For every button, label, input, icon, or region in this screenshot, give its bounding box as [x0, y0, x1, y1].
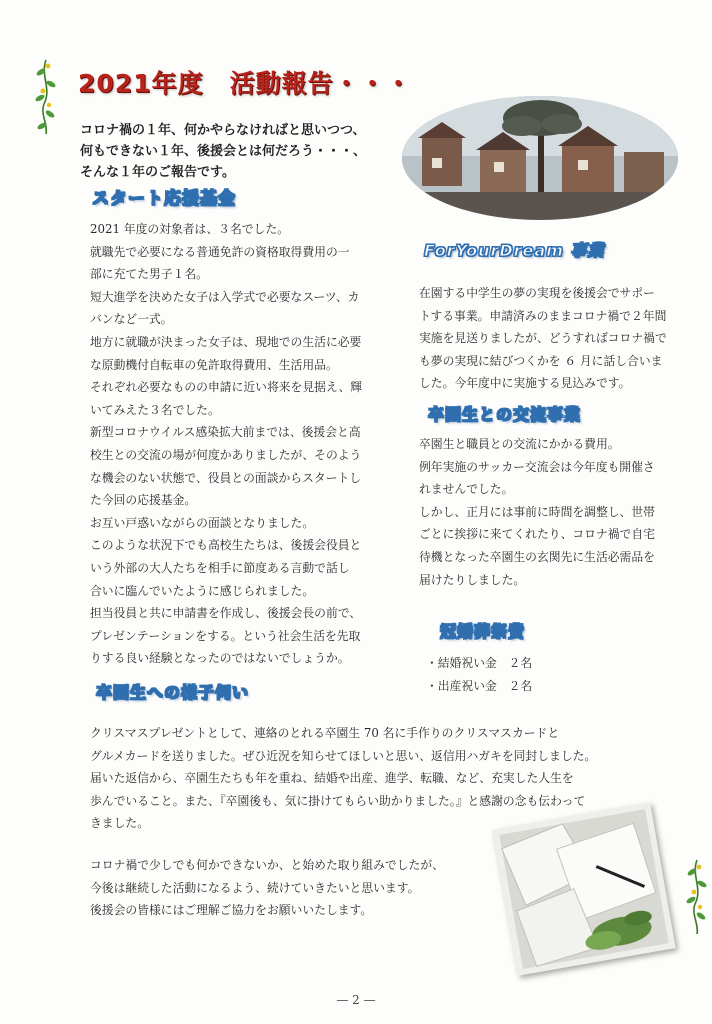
text-line: このような状況下でも高校生たちは、後援会役員と: [90, 538, 362, 553]
text-line: グルメカードを送りました。ぜひ近況を知らせてほしいと思い、返信用ハガキを同封しました。: [90, 748, 597, 763]
vine-decoration-icon: [686, 858, 708, 936]
intro-line: 何もできない１年、後援会とは何だろう・・・、: [80, 144, 367, 159]
text-line: トする事業。申請済みのままコロナ禍で２年間: [419, 308, 667, 323]
text-line: 卒園生と職員との交流にかかる費用。: [419, 437, 620, 451]
text-line: も夢の実現に結びつくかを ６ 月に話し合いま: [419, 353, 663, 368]
text-line: 例年実施のサッカー交流会は今年度も開催さ: [419, 459, 655, 474]
for-your-dream-body: [419, 282, 667, 395]
text-line: お互い戸惑いながらの面談となりました。: [90, 515, 315, 530]
text-line: いう外部の大人たちを相手に節度ある言動で話し: [90, 560, 350, 575]
text-line: 実施を見送りましたが、どうすればコロナ禍で: [419, 331, 667, 346]
page-number: — 2 —: [336, 993, 376, 1007]
text-line: 新型コロナウイルス感染拡大前までは、後援会と高: [90, 425, 361, 440]
start-fund-body: [90, 218, 362, 670]
alumni-exchange-body: [419, 433, 655, 591]
page-title: 2021年度 活動報告・・・: [78, 69, 412, 98]
text-line: 校生との交流の場が何度かありましたが、そのよう: [90, 447, 362, 462]
text-line: な原動機付自転車の免許取得費用、生活用品。: [90, 357, 338, 372]
text-line: 在園する中学生の夢の実現を後援会でサポー: [419, 286, 655, 300]
text-line: クリスマスプレゼントとして、連絡のとれる卒園生 70 名に手作りのクリスマスカードと: [90, 726, 560, 740]
text-line: れませんでした。: [419, 482, 514, 497]
intro-text: [80, 120, 410, 183]
text-line: しかし、正月には事前に時間を調整し、世帯: [419, 504, 655, 519]
closing-message: [90, 854, 444, 922]
text-line: 後援会の皆様にはご理解ご協力をお願いいたします。: [90, 903, 373, 918]
christmas-cards-photo: [492, 802, 675, 976]
text-line: いてみえた３名でした。: [90, 402, 220, 417]
section-heading-alumni-exchange: 卒園生との交流事業: [428, 405, 582, 424]
text-line: 短大進学を決めた女子は入学式で必要なスーツ、カ: [90, 289, 360, 304]
text-line: コロナ禍で少しでも何かできないか、と始めた取り組みでしたが、: [90, 858, 444, 872]
list-item: ・出産祝い金 ２名: [426, 678, 533, 693]
section-heading-alumni-check-in: 卒園生への様子伺い: [96, 683, 250, 702]
text-line: 就職先で必要になる普通免許の資格取得費用の一: [90, 244, 350, 259]
text-line: 届けたりしました。: [419, 572, 526, 587]
intro-line: コロナ禍の１年、何かやらなければと思いつつ、: [80, 123, 366, 138]
vine-decoration-icon: [34, 58, 58, 136]
text-line: 合いに臨んでいたように感じられました。: [90, 583, 315, 598]
text-line: バンなど一式。: [90, 312, 173, 327]
text-line: 歩んでいること。また、『卒園後も、気に掛けてもらい助かりました。』と感謝の念も伝わって: [90, 793, 586, 808]
intro-line: そんな１年のご報告です。: [80, 165, 235, 180]
text-line: りする良い経験となったのではないでしょうか。: [90, 651, 350, 666]
text-line: 今後は継続した活動になるよう、続けていきたいと思います。: [90, 880, 420, 895]
text-line: それぞれ必要なものの申請に近い将来を見据え、輝: [90, 380, 363, 395]
section-heading-start-fund: スタート応援基金: [92, 189, 236, 209]
text-line: 届いた返信から、卒園生たちも年を重ね、結婚や出産、進学、転職、など、充実した人生を: [90, 771, 574, 786]
text-line: 担当役員と共に申請書を作成し、後援会長の前で、: [90, 606, 362, 621]
houses-photo: [402, 96, 678, 220]
text-line: きました。: [90, 816, 149, 831]
section-heading-for-your-dream: ForYourDream 事業: [424, 241, 605, 260]
text-line: な機会のない状態で、役員との面談からスタートし: [90, 470, 362, 485]
section-heading-ceremony-fees: 冠婚葬祭費: [440, 622, 526, 641]
text-line: 待機となった卒園生の玄関先に生活必需品を: [419, 549, 655, 564]
alumni-check-in-body: [90, 722, 596, 835]
text-line: 2021 年度の対象者は、３名でした。: [90, 222, 289, 236]
text-line: した。今年度中に実施する見込みです。: [419, 376, 631, 391]
text-line: 部に充てた男子１名。: [90, 267, 208, 282]
text-line: た今回の応援基金。: [90, 493, 197, 508]
text-line: ごとに挨拶に来てくれたり、コロナ禍で自宅: [419, 527, 655, 542]
text-line: プレゼンテーションをする。という社会生活を先取: [90, 628, 361, 643]
text-line: 地方に就職が決まった女子は、現地での生活に必要: [90, 334, 362, 349]
ceremony-fees-list: [426, 652, 532, 697]
list-item: ・結婚祝い金 ２名: [426, 656, 533, 670]
